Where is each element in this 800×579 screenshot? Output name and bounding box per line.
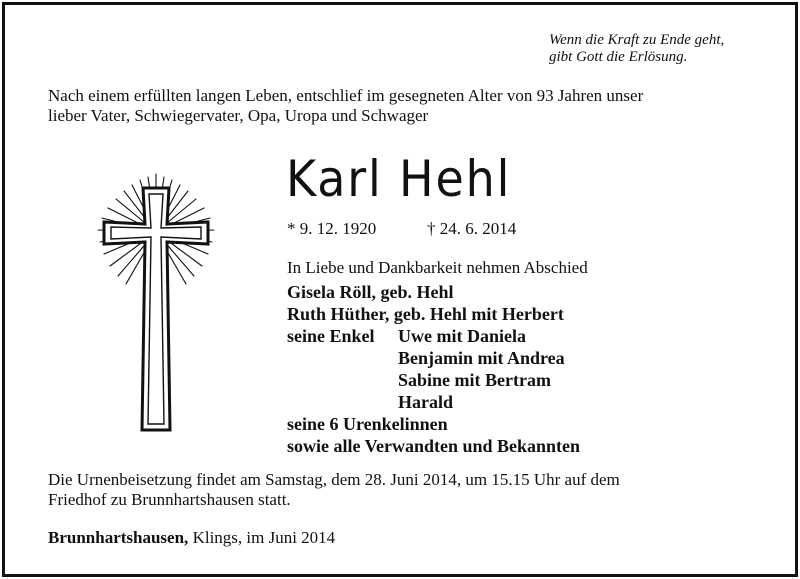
grandchild-2: Benjamin mit Andrea [398, 348, 565, 368]
cross-shape [104, 188, 208, 430]
motto-line-1: Wenn die Kraft zu Ende geht, [549, 32, 725, 48]
intro-line-1: Nach einem erfüllten langen Leben, entschlief im gesegneten Alter von 93 Jahren unser [48, 86, 644, 105]
grandchildren-label: seine Enkel [287, 326, 375, 346]
place-town: Brunnhartshausen, [48, 528, 189, 547]
relatives: sowie alle Verwandten und Bekannten [287, 436, 581, 456]
burial-line-2: Friedhof zu Brunnhartshausen statt. [48, 490, 291, 509]
grandchildren-row [287, 325, 580, 347]
death-date: † 24. 6. 2014 [427, 219, 517, 238]
burial-notice [48, 470, 752, 510]
motto-line-2: gibt Gott die Erlösung. [549, 49, 688, 65]
deceased-name: Karl Hehl [286, 150, 512, 208]
motto [549, 32, 724, 66]
great-grandchildren: seine 6 Urenkelinnen [287, 414, 448, 434]
place-and-date [48, 528, 335, 548]
birth-date: * 9. 12. 1920 [287, 219, 377, 238]
grandchild-3: Sabine mit Bertram [398, 370, 551, 390]
place-rest: Klings, im Juni 2014 [188, 528, 336, 547]
mourner-daughter-2: Ruth Hüther, geb. Hehl mit Herbert [287, 304, 564, 324]
grandchild-1: Uwe mit Daniela [398, 326, 526, 346]
cross-icon [96, 172, 216, 434]
grandchild-4: Harald [398, 392, 454, 412]
intro-text [48, 86, 754, 126]
mourners-list [287, 281, 580, 457]
farewell-text: In Liebe und Dankbarkeit nehmen Abschied [287, 258, 588, 277]
intro-line-2: lieber Vater, Schwiegervater, Opa, Uropa und Schwager [48, 106, 429, 125]
burial-line-1: Die Urnenbeisetzung findet am Samstag, dem 28. Juni 2014, um 15.15 Uhr auf dem [48, 470, 620, 489]
mourner-daughter-1: Gisela Röll, geb. Hehl [287, 282, 454, 302]
